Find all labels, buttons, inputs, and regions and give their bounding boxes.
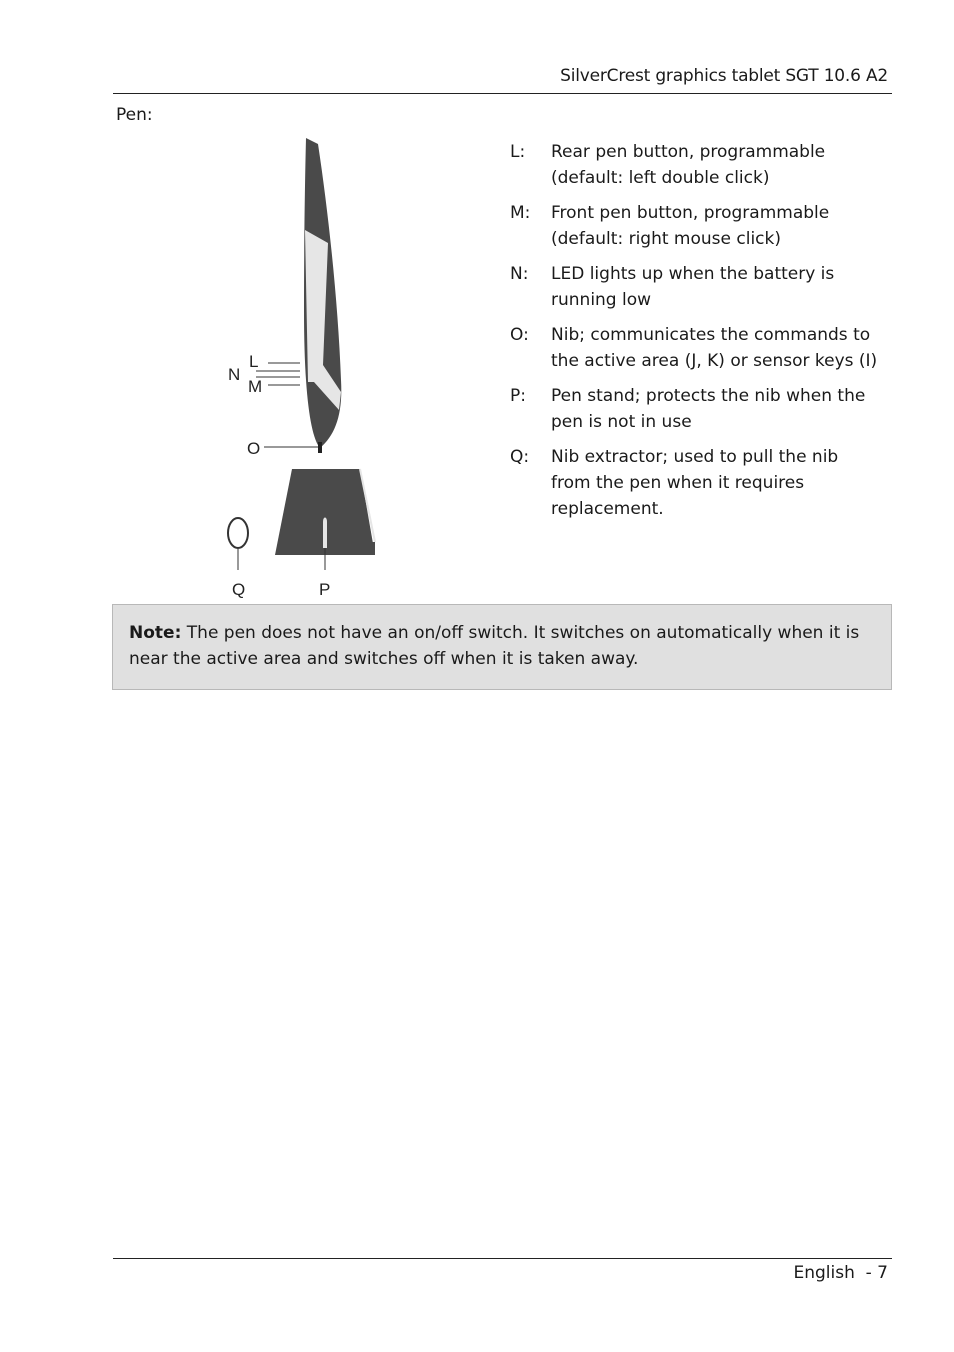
legend-text: Pen stand; protects the nib when the pen is not in use <box>551 386 866 432</box>
note-paragraph <box>129 620 874 672</box>
pen-stand-slot <box>323 518 327 549</box>
callout-label-L: L <box>249 352 259 371</box>
nib-extractor <box>228 518 248 548</box>
legend-text: Front pen button, programmable (default: right mouse click) <box>551 203 830 249</box>
callout-label-P: P <box>319 580 331 599</box>
callout-label-O: O <box>247 439 261 458</box>
pen-parts-legend <box>510 139 880 531</box>
legend-text: Nib; communicates the commands to the active area (J, K) or sensor keys (I) <box>551 325 878 371</box>
callout-label-M: M <box>248 377 263 396</box>
legend-key: O: <box>510 325 529 345</box>
legend-item-N <box>510 261 880 313</box>
legend-key: Q: <box>510 447 530 467</box>
header-title: SilverCrest graphics tablet SGT 10.6 A2 <box>560 66 888 86</box>
pen-nib <box>318 442 322 453</box>
legend-item-Q <box>510 444 880 522</box>
pen-stand-foot <box>370 542 375 555</box>
legend-text: Rear pen button, programmable (default: left double click) <box>551 142 826 188</box>
legend-text: Nib extractor; used to pull the nib from the pen when it requires replacement. <box>551 447 839 519</box>
legend-item-M <box>510 200 880 252</box>
note-label: Note: <box>129 623 182 643</box>
callout-label-Q: Q <box>232 580 246 599</box>
note-box <box>112 604 892 690</box>
page-number: English - 7 <box>793 1263 888 1283</box>
legend-key: M: <box>510 203 531 223</box>
note-text: The pen does not have an on/off switch. It switches on automatically when it is near the active area and switches off when it is taken away. <box>129 623 860 669</box>
legend-item-P <box>510 383 880 435</box>
footer-rule <box>113 1258 892 1259</box>
legend-key: L: <box>510 142 526 162</box>
callout-label-N: N <box>228 365 241 384</box>
legend-item-O <box>510 322 880 374</box>
legend-text: LED lights up when the battery is running low <box>551 264 835 310</box>
section-label: Pen: <box>116 105 153 125</box>
legend-key: P: <box>510 386 526 406</box>
header-rule <box>113 93 892 94</box>
pen-figure <box>210 130 385 600</box>
legend-item-L <box>510 139 880 191</box>
legend-key: N: <box>510 264 529 284</box>
